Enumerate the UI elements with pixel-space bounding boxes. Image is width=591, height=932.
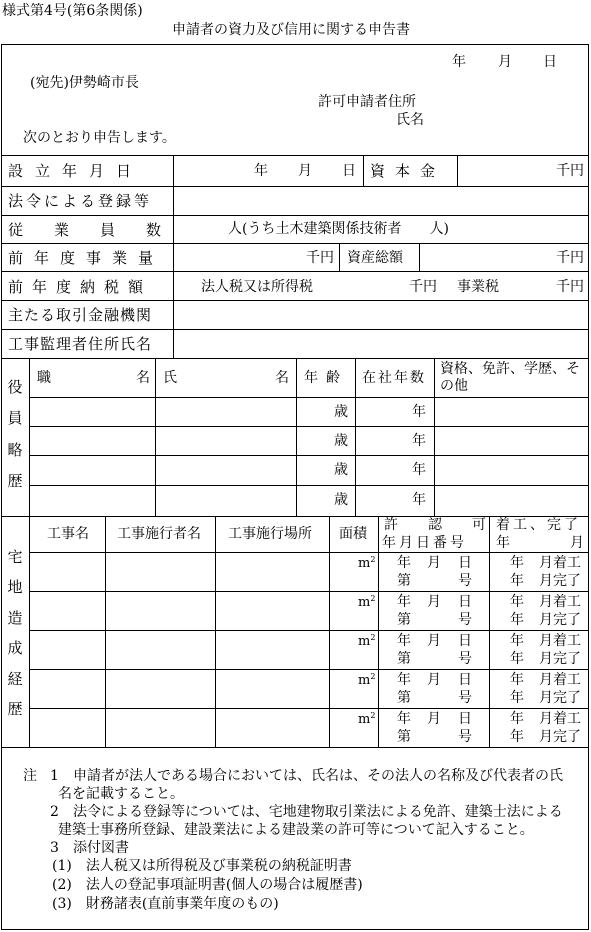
- attachment-1: (1) 法人税又は所得税及び事業税の納税証明書: [52, 858, 352, 874]
- works-side-label: [6, 548, 24, 718]
- note-3-text: 添付図書: [73, 840, 129, 856]
- area-unit-sup: 2: [370, 594, 376, 603]
- prev-tax-label: 前年度納税額: [8, 278, 153, 296]
- col-period-top: 着工、完了: [496, 517, 581, 533]
- works-side-char: 造: [7, 608, 23, 627]
- col-contractor: 工事施行者名: [117, 526, 201, 542]
- statement: 次のとおり申告します。: [23, 130, 176, 146]
- col-period-bottom-year: 年: [496, 535, 510, 551]
- age-unit: 歳: [334, 433, 348, 449]
- col-work-name: 工事名: [47, 526, 89, 542]
- area-unit-sup: 2: [370, 672, 376, 681]
- start-year: 年: [510, 633, 524, 649]
- permit-no-suffix: 号: [458, 729, 472, 745]
- works-side-char: 成: [7, 639, 23, 658]
- age-unit: 歳: [334, 492, 348, 508]
- end-text: 月完了: [539, 729, 581, 745]
- end-text: 月完了: [539, 651, 581, 667]
- established-label-text: 設立年月日: [8, 162, 144, 180]
- permit-no-prefix: 第: [397, 690, 411, 706]
- employees-value: 人(うち土木建築関係技術者 人): [228, 221, 449, 237]
- note-1-number: 1: [50, 768, 59, 784]
- permit-month: 月: [427, 711, 441, 727]
- end-text: 月完了: [539, 573, 581, 589]
- end-year: 年: [510, 729, 524, 745]
- works-side-char: 歴: [7, 699, 23, 718]
- tenure-unit: 年: [412, 462, 426, 478]
- permit-no-prefix: 第: [397, 729, 411, 745]
- area-unit-text: m: [358, 595, 371, 610]
- tenure-unit: 年: [412, 492, 426, 508]
- col-position-1: 職: [37, 370, 51, 386]
- start-year: 年: [510, 555, 524, 571]
- permit-month: 月: [427, 672, 441, 688]
- end-text: 月完了: [539, 612, 581, 628]
- note-2-line2: 建築士事務所登録、建設業法による建設業の許可等について記入すること。: [58, 822, 534, 838]
- end-year: 年: [510, 690, 524, 706]
- applicant-name-label: 氏名: [396, 112, 424, 128]
- prev-business-label: 前年度事業量: [8, 249, 165, 267]
- business-tax-unit: 千円: [556, 279, 584, 295]
- end-year: 年: [510, 612, 524, 628]
- total-assets-label: 資産総額: [347, 250, 403, 266]
- document-title: 申請者の資力及び信用に関する申告書: [172, 22, 410, 38]
- applicant-address-label: 許可申請者住所: [318, 94, 416, 110]
- permit-month: 月: [427, 594, 441, 610]
- attachment-2: (2) 法人の登記事項証明書(個人の場合は履歴書): [52, 877, 363, 893]
- business-tax-label: 事業税: [457, 279, 499, 295]
- registration-label: 法令による登録等: [8, 192, 153, 210]
- area-unit-text: m: [358, 712, 371, 727]
- col-permit-bottom: 年月日番号: [382, 535, 467, 551]
- note-2-line1: 法令による登録等については、宅地建物取引業法による免許、建築士法による: [73, 804, 563, 820]
- col-name-1: 氏: [163, 370, 177, 386]
- permit-year: 年: [397, 555, 411, 571]
- col-age: 年齢: [304, 370, 348, 386]
- permit-year: 年: [397, 633, 411, 649]
- start-text: 月着工: [539, 555, 581, 571]
- start-year: 年: [510, 672, 524, 688]
- area-unit-text: m: [358, 556, 371, 571]
- note-1-line1: 申請者が法人である場合においては、氏名は、その法人の名称及び代表者の氏: [73, 768, 563, 784]
- start-text: 月着工: [539, 633, 581, 649]
- note-label: 注: [23, 768, 37, 784]
- permit-no-suffix: 号: [458, 651, 472, 667]
- works-side-char: 経: [7, 669, 23, 688]
- established-label: [8, 162, 165, 180]
- area-unit: [358, 595, 375, 611]
- officers-side-char: 略: [7, 440, 23, 459]
- permit-year: 年: [397, 711, 411, 727]
- end-year: 年: [510, 651, 524, 667]
- officers-side-char: 役: [7, 378, 23, 396]
- permit-month: 月: [427, 555, 441, 571]
- note-1-line2: 名を記載すること。: [58, 786, 184, 802]
- tenure-unit: 年: [412, 404, 426, 420]
- officers-side-char: 歴: [7, 471, 23, 490]
- corp-tax-unit: 千円: [409, 279, 437, 295]
- start-text: 月着工: [539, 594, 581, 610]
- capital-unit: 千円: [556, 163, 584, 179]
- supervisor-label: 工事監理者住所氏名: [8, 335, 153, 353]
- works-side-char: 宅: [7, 548, 23, 566]
- permit-no-prefix: 第: [397, 612, 411, 628]
- end-text: 月完了: [539, 690, 581, 706]
- col-period-bottom-month: 月: [570, 535, 584, 551]
- capital-label: 資本金: [370, 162, 446, 180]
- start-text: 月着工: [539, 711, 581, 727]
- established-month: 月: [298, 163, 312, 179]
- bank-label: 主たる取引金融機関: [8, 306, 153, 324]
- area-unit-sup: 2: [370, 633, 376, 642]
- employees-label: 従業員数: [8, 221, 193, 239]
- attachment-3: (3) 財務諸表(直前事業年度のもの): [52, 896, 279, 912]
- established-day: 日: [342, 163, 356, 179]
- permit-no-prefix: 第: [397, 651, 411, 667]
- area-unit: [358, 712, 375, 728]
- permit-no-prefix: 第: [397, 573, 411, 589]
- col-tenure: 在社年数: [362, 370, 426, 386]
- note-2-number: 2: [50, 804, 59, 820]
- total-assets-unit: 千円: [556, 250, 584, 266]
- date-month: 月: [498, 54, 512, 70]
- permit-day: 日: [458, 633, 472, 649]
- established-year: 年: [254, 163, 268, 179]
- permit-day: 日: [458, 594, 472, 610]
- permit-day: 日: [458, 711, 472, 727]
- permit-year: 年: [397, 672, 411, 688]
- col-qualification: 資格、免許、学歴、その他: [440, 361, 580, 394]
- permit-day: 日: [458, 555, 472, 571]
- area-unit-text: m: [358, 673, 371, 688]
- date-day: 日: [543, 54, 557, 70]
- form-number: 様式第4号(第6条関係): [2, 3, 143, 19]
- start-text: 月着工: [539, 672, 581, 688]
- date-year: 年: [452, 54, 466, 70]
- permit-day: 日: [458, 672, 472, 688]
- area-unit-sup: 2: [370, 711, 376, 720]
- tenure-unit: 年: [412, 433, 426, 449]
- age-unit: 歳: [334, 462, 348, 478]
- corp-tax-label: 法人税又は所得税: [201, 279, 313, 295]
- area-unit: [358, 673, 375, 689]
- officers-side-char: 員: [7, 409, 23, 428]
- col-position-2: 名: [136, 370, 150, 386]
- end-year: 年: [510, 573, 524, 589]
- permit-no-suffix: 号: [458, 573, 472, 589]
- note-3-number: 3: [50, 840, 59, 856]
- officers-side-label: [6, 378, 24, 490]
- area-unit: [358, 634, 375, 650]
- addressee: (宛先)伊勢崎市長: [30, 75, 139, 91]
- start-year: 年: [510, 594, 524, 610]
- col-location: 工事施行場所: [228, 526, 312, 542]
- permit-year: 年: [397, 594, 411, 610]
- start-year: 年: [510, 711, 524, 727]
- col-permit-top: 許認可: [384, 517, 516, 533]
- area-unit-text: m: [358, 634, 371, 649]
- area-unit-sup: 2: [370, 555, 376, 564]
- col-name-2: 名: [275, 370, 289, 386]
- age-unit: 歳: [334, 404, 348, 420]
- works-side-char: 地: [7, 578, 23, 597]
- permit-no-suffix: 号: [458, 690, 472, 706]
- col-area: 面積: [339, 526, 367, 542]
- permit-month: 月: [427, 633, 441, 649]
- prev-business-unit: 千円: [306, 250, 334, 266]
- permit-no-suffix: 号: [458, 612, 472, 628]
- area-unit: [358, 556, 375, 572]
